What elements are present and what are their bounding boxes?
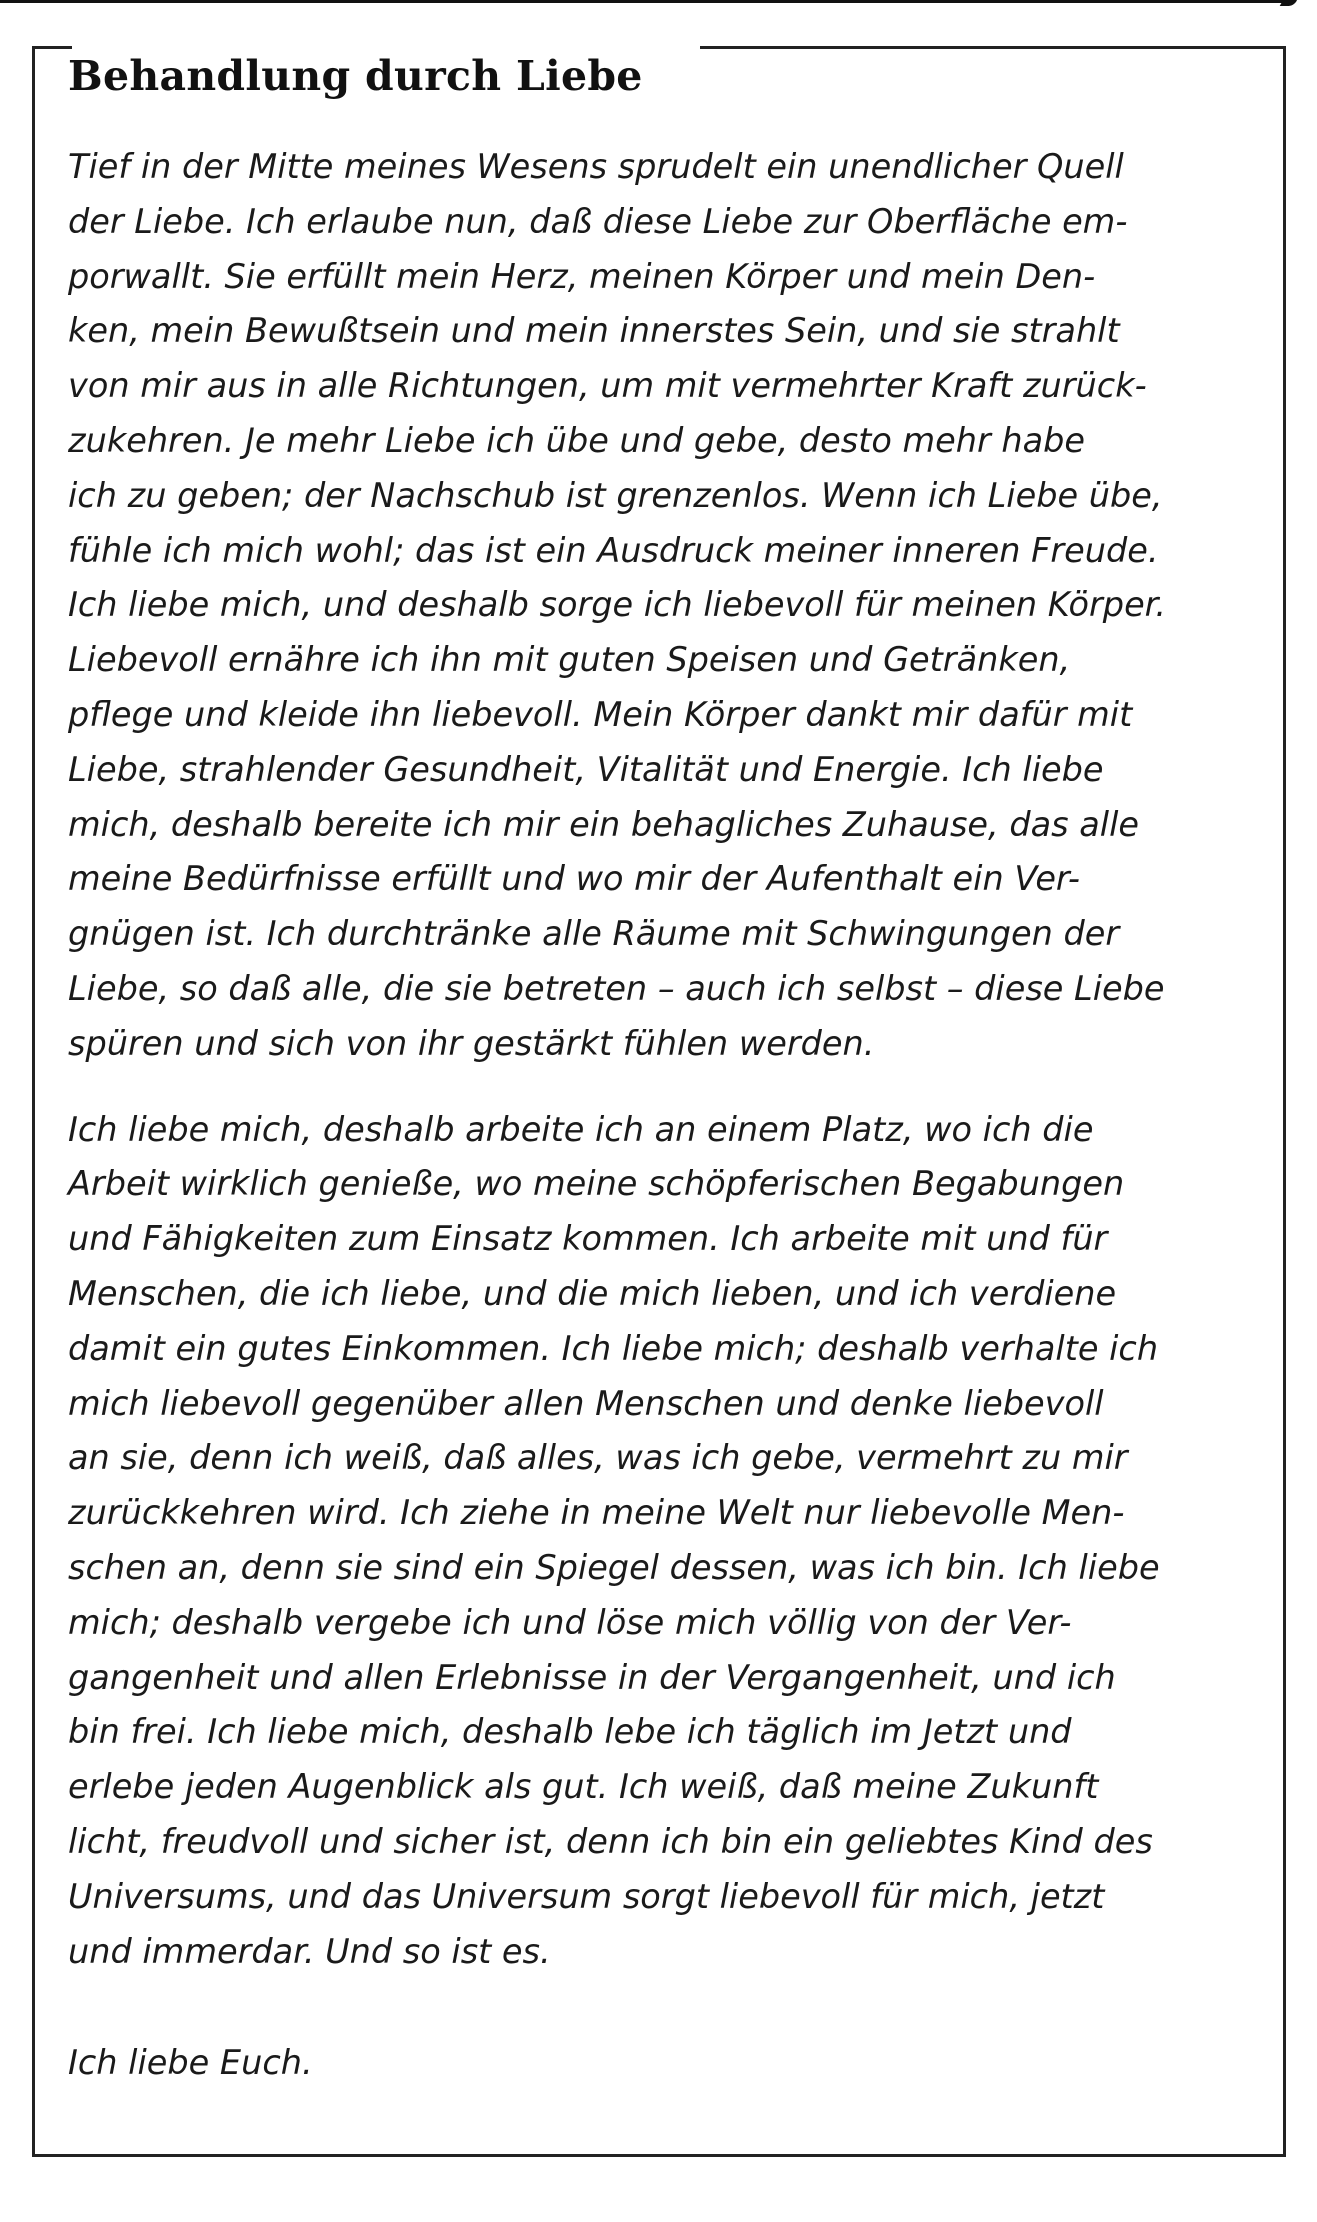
body-text [68, 140, 1274, 2091]
text-line: bin frei. Ich liebe mich, deshalb lebe ich täglich im Jetzt und [68, 1712, 1072, 1752]
text-line: und immerdar. Und so ist es. [68, 1931, 551, 1971]
text-line: licht, freudvoll und sicher ist, denn ich bin ein geliebtes Kind des [68, 1821, 1153, 1861]
text-line: mich liebevoll gegenüber allen Menschen und denke liebevoll [68, 1383, 1104, 1423]
text-line: Liebevoll ernähre ich ihn mit guten Speisen und Getränken, [68, 640, 1071, 680]
text-line: ich zu geben; der Nachschub ist grenzenlos. Wenn ich Liebe übe, [68, 475, 1163, 515]
text-line: zurückkehren wird. Ich ziehe in meine Welt nur liebevolle Men- [68, 1493, 1125, 1533]
text-line: Liebe, so daß alle, die sie betreten – auch ich selbst – diese Liebe [68, 968, 1165, 1008]
text-line: Universums, und das Universum sorgt liebevoll für mich, jetzt [68, 1876, 1105, 1916]
text-line: damit ein gutes Einkommen. Ich liebe mich; deshalb verhalte ich [68, 1328, 1159, 1368]
top-rule-end [1280, 0, 1299, 6]
text-line: an sie, denn ich weiß, daß alles, was ich gebe, vermehrt zu mir [68, 1438, 1128, 1478]
closing-line [68, 2036, 1274, 2091]
text-line: Liebe, strahlender Gesundheit, Vitalität und Energie. Ich liebe [68, 749, 1104, 789]
text-line: Arbeit wirklich genieße, wo meine schöpferischen Begabungen [68, 1164, 1125, 1204]
text-line: der Liebe. Ich erlaube nun, daß diese Liebe zur Oberfläche em- [68, 201, 1128, 241]
text-line: mich; deshalb vergebe ich und löse mich völlig von der Ver- [68, 1602, 1072, 1642]
text-line: spüren und sich von ihr gestärkt fühlen werden. [68, 1023, 875, 1063]
text-line: Ich liebe mich, deshalb arbeite ich an einem Platz, wo ich die [68, 1109, 1094, 1149]
text-line: pflege und kleide ihn liebevoll. Mein Körper dankt mir dafür mit [68, 694, 1133, 734]
text-line: ken, mein Bewußtsein und mein innerstes Sein, und sie strahlt [68, 311, 1120, 351]
text-line: Ich liebe mich, und deshalb sorge ich liebevoll für meinen Körper. [68, 585, 1167, 625]
top-rule [0, 0, 1285, 3]
text-box-top-left-edge [32, 46, 72, 49]
text-line: meine Bedürfnisse erfüllt und wo mir der Aufenthalt ein Ver- [68, 859, 1080, 899]
text-line: Tief in der Mitte meines Wesens sprudelt ein unendlicher Quell [68, 147, 1124, 186]
text-line: und Fähigkeiten zum Einsatz kommen. Ich arbeite mit und für [68, 1219, 1108, 1259]
text-line: Menschen, die ich liebe, und die mich lieben, und ich verdiene [68, 1273, 1117, 1313]
text-line: erlebe jeden Augenblick als gut. Ich weiß, daß meine Zukunft [68, 1767, 1099, 1807]
text-line: von mir aus in alle Richtungen, um mit vermehrter Kraft zurück- [68, 366, 1147, 406]
text-line: mich, deshalb bereite ich mir ein behagliches Zuhause, das alle [68, 804, 1139, 844]
paragraph-1 [68, 140, 1274, 1072]
paragraph-2 [68, 1103, 1274, 1980]
text-line: Ich liebe Euch. [68, 2043, 313, 2083]
text-line: porwallt. Sie erfüllt mein Herz, meinen Körper und mein Den- [68, 256, 1096, 296]
text-line: gangenheit und allen Erlebnisse in der Vergangenheit, und ich [68, 1657, 1116, 1697]
text-box-top-right-edge [700, 46, 1286, 49]
text-line: fühle ich mich wohl; das ist ein Ausdruck meiner inneren Freude. [68, 530, 1159, 570]
text-line: gnügen ist. Ich durchtränke alle Räume mit Schwingungen der [68, 914, 1120, 954]
text-line: zukehren. Je mehr Liebe ich übe und gebe, desto mehr habe [68, 420, 1086, 460]
page-title: Behandlung durch Liebe [68, 52, 643, 100]
text-line: schen an, denn sie sind ein Spiegel dessen, was ich bin. Ich liebe [68, 1547, 1160, 1587]
